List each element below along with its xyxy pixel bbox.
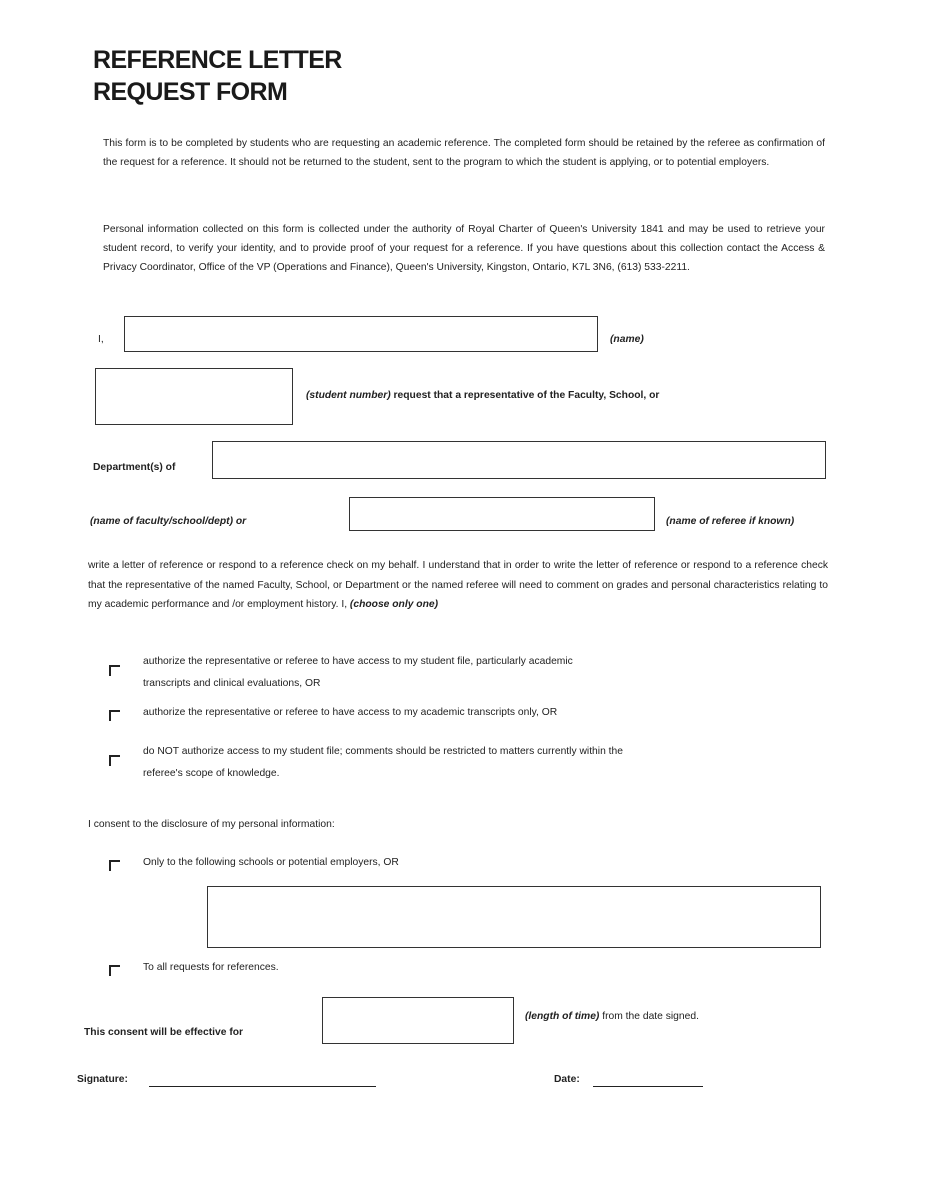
from-date-signed-label: from the date signed.	[599, 1011, 699, 1022]
name-prefix-label: I,	[98, 334, 104, 345]
referee-name-field[interactable]	[349, 497, 655, 531]
department-field[interactable]	[212, 441, 826, 479]
referee-label: (name of referee if known)	[666, 516, 795, 527]
consent-option-2-text: To all requests for references.	[143, 962, 279, 973]
title-line-1: REFERENCE LETTER	[93, 46, 342, 74]
consent-heading: I consent to the disclosure of my personal information:	[88, 819, 335, 830]
student-number-label-italic: (student number)	[306, 390, 391, 401]
signature-label: Signature:	[77, 1074, 128, 1085]
option-1-checkbox[interactable]	[109, 665, 120, 676]
effective-suffix	[525, 1010, 699, 1024]
length-of-time-label: (length of time)	[525, 1011, 600, 1022]
option-3-text	[143, 741, 623, 785]
option-3-line-1: do NOT authorize access to my student file; comments should be restricted to matters currently within the	[143, 746, 623, 757]
signature-line[interactable]	[149, 1086, 376, 1087]
date-label: Date:	[554, 1074, 580, 1085]
consent-option-1-text: Only to the following schools or potential employers, OR	[143, 857, 399, 868]
option-3-checkbox[interactable]	[109, 755, 120, 766]
consent-option-1-checkbox[interactable]	[109, 860, 120, 871]
intro-paragraph-2: Personal information collected on this form is collected under the authority of Royal Charter of Queen's University 1841 and may be used to retrieve your student record, to verify your identity, and to provide proof of your request for a reference. If you have questions about this collection contact the Access & Privacy Coordinator, Office of the VP (Operations and Finance), Queen's University, Kingston, Ontario, K7L 3N6, (613) 533-2211.	[103, 224, 825, 273]
name-suffix-label: (name)	[610, 334, 644, 345]
choose-only-one: (choose only one)	[349, 599, 439, 610]
option-3-line-2: referee's scope of knowledge.	[143, 768, 280, 779]
schools-employers-field[interactable]	[207, 886, 821, 948]
consent-option-2-checkbox[interactable]	[109, 965, 120, 976]
name-field[interactable]	[124, 316, 598, 352]
body-paragraph	[88, 556, 828, 615]
option-1-line-2: transcripts and clinical evaluations, OR	[143, 678, 321, 689]
effective-label: This consent will be effective for	[84, 1027, 244, 1038]
form-title	[93, 44, 342, 108]
student-number-label-rest: request that a representative of the Faculty, School, or	[390, 390, 660, 401]
faculty-label: (name of faculty/school/dept) or	[90, 516, 247, 527]
length-of-time-field[interactable]	[322, 997, 514, 1044]
student-number-label	[306, 389, 659, 403]
student-number-field[interactable]	[95, 368, 293, 425]
intro-paragraph-1: This form is to be completed by students who are requesting an academic reference. The completed form should be retained by the referee as confirmation of the request for a reference. It should not be returned to the student, sent to the program to which the student is applying, or to potential employers.	[103, 138, 825, 168]
department-label: Department(s) of	[93, 462, 176, 473]
option-1-text	[143, 651, 573, 695]
option-2-checkbox[interactable]	[109, 710, 120, 721]
option-2-text: authorize the representative or referee to have access to my academic transcripts only, OR	[143, 707, 558, 718]
option-1-line-1: authorize the representative or referee to have access to my student file, particularly academic	[143, 656, 573, 667]
date-line[interactable]	[593, 1086, 703, 1087]
title-line-2: REQUEST FORM	[93, 78, 288, 106]
body-paragraph-text: write a letter of reference or respond to a reference check on my behalf. I understand that in order to write the letter of reference or respond to a reference check that the representative of the named Faculty, School, or Department or the named referee will need to comment on grades and personal characteristics relating to my academic performance and /or employment history. I,	[88, 560, 828, 610]
